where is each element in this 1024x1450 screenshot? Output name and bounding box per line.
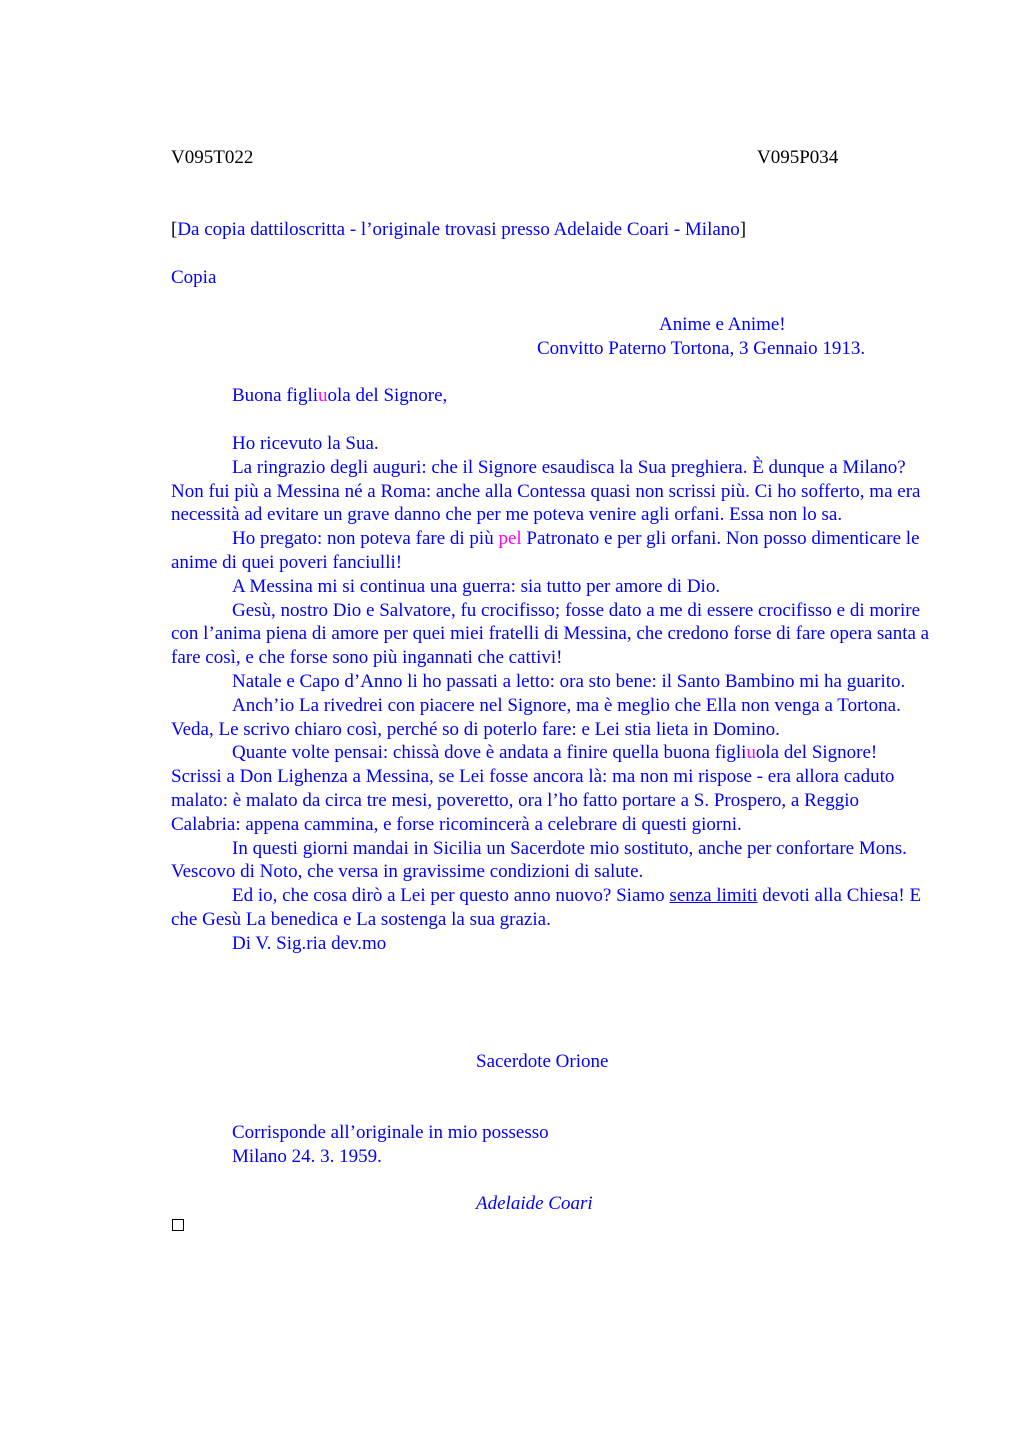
salutation-after: ola del Signore,	[327, 385, 448, 406]
source-note-open-bracket: [	[171, 219, 178, 240]
certification-line-2: Milano 24. 3. 1959.	[232, 1146, 382, 1167]
paragraph-3	[171, 527, 931, 575]
paragraph-4: A Messina mi si continua una guerra: sia tutto per amore di Dio.	[232, 575, 721, 597]
paragraph-6: Natale e Capo d’Anno li ho passati a letto: ora sto bene: il Santo Bambino mi ha guarito.	[232, 670, 906, 692]
paragraph-7: Anch’io La rivedrei con piacere nel Signore, ma è meglio che Ella non venga a Tortona. Veda, Le scrivo chiaro così, perché so di poterlo fare: e Lei stia lieta in Domino.	[171, 694, 901, 740]
source-note-text: Da copia dattiloscritta - l’originale trovasi presso Adelaide Coari - Milano	[177, 219, 740, 240]
paragraph-3-after: Patronato e per gli orfani. Non posso dimenticare le anime di quei poveri fanciulli!	[171, 528, 920, 573]
paragraph-10-underlined: senza limiti	[669, 885, 758, 907]
document-code-right: V095P034	[757, 147, 839, 168]
paragraph-11: Di V. Sig.ria dev.mo	[232, 932, 387, 954]
certification-line-1: Corrisponde all’originale in mio possesso	[232, 1122, 549, 1143]
paragraph-8-after: ola del Signore! Scrissi a Don Lighenza a Messina, se Lei fosse ancora là: ma non mi rispose - era allora caduto malato: è malato da circa tre mesi, poveretto, ora l’ho fatto portare a S. Prospero, a Reggio Calabria: appena cammina, e forse ricomincerà a celebrare di questi giorni.	[171, 742, 895, 835]
paragraph-10	[171, 884, 931, 932]
paragraph-9: In questi giorni mandai in Sicilia un Sacerdote mio sostituto, anche per confortare Mons. Vescovo di Noto, che versa in gravissime condizioni di salute.	[171, 837, 907, 883]
paragraph-10-after: devoti alla Chiesa! E che Gesù La benedica e La sostenga la sua grazia.	[171, 885, 922, 930]
letter-body	[171, 432, 931, 956]
motto: Anime e Anime!	[659, 314, 786, 335]
paragraph-10-before: Ed io, che cosa dirò a Lei per questo anno nuovo? Siamo	[232, 885, 670, 907]
source-note-close-bracket: ]	[739, 219, 747, 240]
dateline: Convitto Paterno Tortona, 3 Gennaio 1913.	[537, 338, 866, 359]
paragraph-1: Ho ricevuto la Sua.	[232, 433, 379, 454]
paragraph-2: La ringrazio degli auguri: che il Signore esaudisca la Sua preghiera. È dunque a Milano? Non fui più a Messina né a Roma: anche alla Contessa quasi non scrissi più. Ci ho sofferto, ma era necessità ad evitare un grave danno che per me poteva venire agli orfani. Essa non lo sa.	[171, 456, 921, 526]
salutation-highlight: u	[318, 385, 328, 406]
signature: Sacerdote Orione	[476, 1051, 609, 1072]
certification-signer: Adelaide Coari	[476, 1193, 593, 1214]
paragraph-3-before: Ho pregato: non poteva fare di più	[232, 528, 499, 550]
paragraph-8-highlight: u	[746, 742, 756, 764]
paragraph-8	[171, 741, 931, 836]
paragraph-8-before: Quante volte pensai: chissà dove è andata a finire quella buona figli	[232, 742, 747, 764]
copy-label: Copia	[171, 267, 217, 288]
paragraph-3-highlight: pel	[498, 528, 522, 550]
salutation	[232, 384, 447, 408]
checkbox-icon	[172, 1219, 184, 1231]
source-note	[171, 218, 746, 242]
document-code-left: V095T022	[171, 147, 254, 168]
paragraph-5: Gesù, nostro Dio e Salvatore, fu crocifisso; fosse dato a me di essere crocifisso e di morire con l’anima piena di amore per quei miei fratelli di Messina, che credono forse di fare opera santa a fare così, e che forse sono più ingannati che cattivi!	[171, 599, 930, 669]
salutation-before: Buona figli	[232, 385, 319, 406]
